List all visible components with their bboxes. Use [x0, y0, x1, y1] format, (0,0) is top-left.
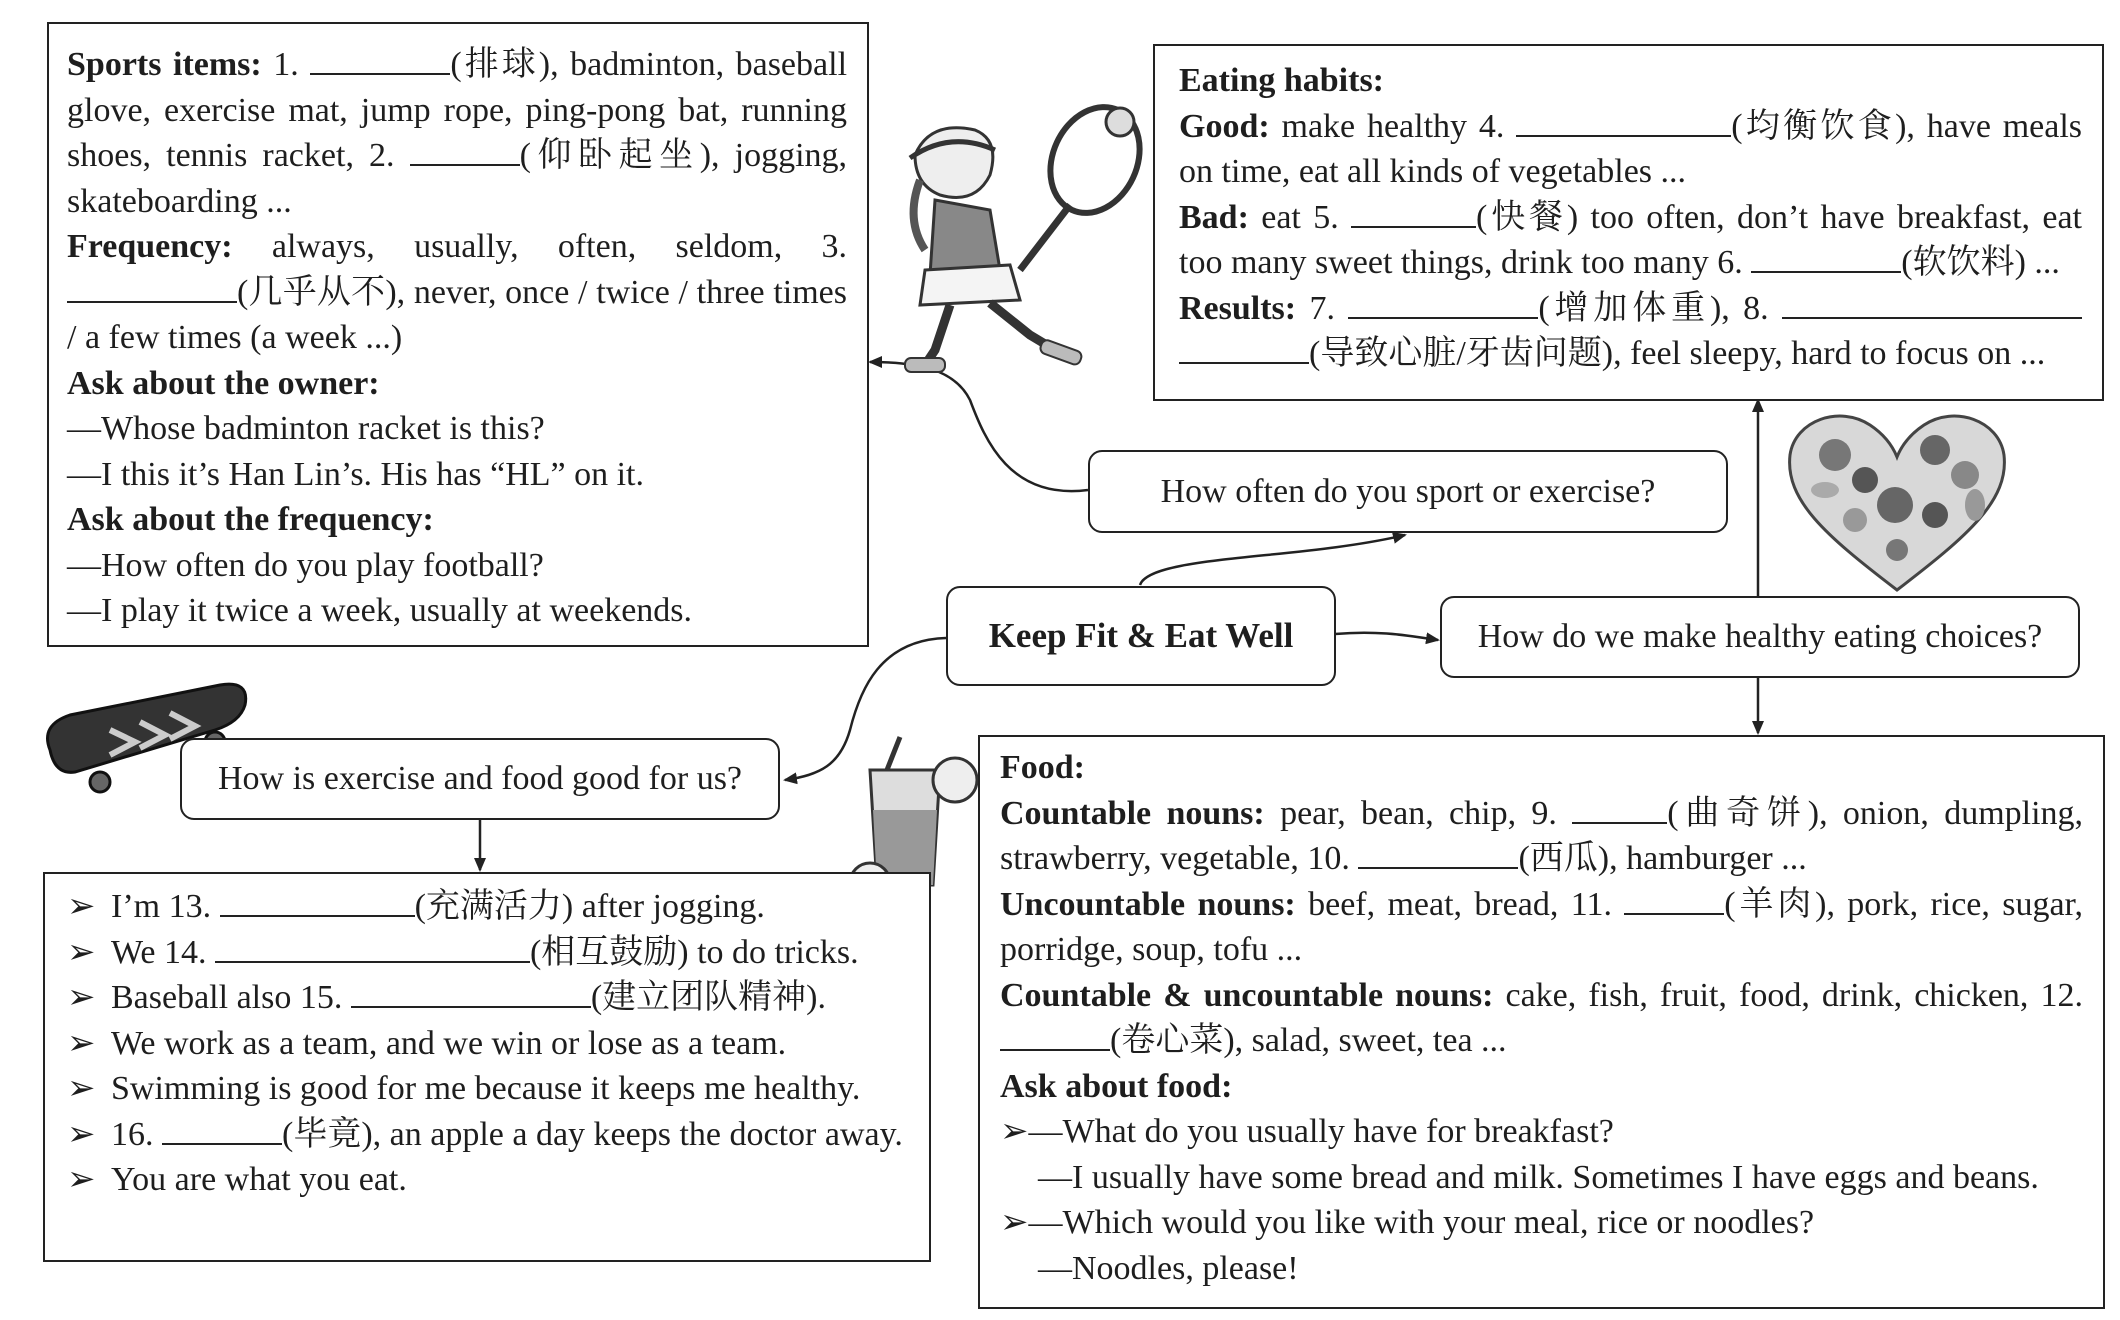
both-label: Countable & uncountable nouns:	[1000, 976, 1494, 1014]
benefit-item: ➢ We 14. (相互鼓励) to do tricks.	[67, 930, 911, 976]
food-answer-2: —Noodles, please!	[1038, 1249, 1299, 1287]
sports-box	[47, 22, 869, 647]
arrow-bullet-icon: ➢	[1000, 1113, 1029, 1150]
good-question-text: How is exercise and food good for us?	[217, 760, 743, 797]
arrow-bullet-icon: ➢	[67, 979, 96, 1016]
owner-question: —Whose badminton racket is this?	[67, 410, 545, 447]
blank-14[interactable]	[215, 935, 530, 963]
center-topic-text: Keep Fit & Eat Well	[988, 616, 1294, 655]
food-title: Food:	[1000, 749, 1085, 786]
good-question-pill	[180, 738, 780, 820]
results: Results: 7. (增加体重), 8. (导致心脏/牙齿问题), feel sleepy, hard to focus on ...	[1179, 286, 2082, 377]
blank-10[interactable]	[1358, 841, 1518, 869]
arrow-center-to-eating	[1335, 633, 1438, 640]
blank-4[interactable]	[1516, 109, 1731, 137]
blank-13[interactable]	[220, 889, 415, 917]
eating-habits-title: Eating habits:	[1179, 62, 1384, 99]
blank-15[interactable]	[351, 980, 591, 1008]
blank-2[interactable]	[410, 138, 520, 166]
blank-6[interactable]	[1751, 245, 1901, 273]
eating-question-pill	[1440, 596, 2080, 678]
blank-1[interactable]	[310, 47, 450, 75]
results-label: Results:	[1179, 289, 1297, 327]
benefit-item: ➢ You are what you eat.	[67, 1157, 911, 1203]
tennis-girl-illustration	[880, 100, 1150, 380]
blank-8-continued[interactable]	[1179, 336, 1309, 364]
blank-3[interactable]	[67, 275, 237, 303]
frequency-question-label: Ask about the frequency:	[67, 501, 434, 538]
arrow-bullet-icon: ➢	[67, 1161, 96, 1198]
arrow-sport-to-box	[870, 362, 1088, 491]
arrow-bullet-icon: ➢	[67, 1070, 96, 1107]
arrow-bullet-icon: ➢	[1000, 1204, 1029, 1241]
blank-16[interactable]	[162, 1117, 282, 1145]
good-label: Good:	[1179, 107, 1270, 145]
food-answer-1: —I usually have some bread and milk. Sometimes I have eggs and beans.	[1038, 1158, 2039, 1196]
uncountable-nouns: Uncountable nouns: beef, meat, bread, 11. (羊肉), pork, rice, sugar, porridge, soup, tofu ...	[1000, 885, 2084, 968]
frequency: Frequency: always, usually, often, seldom, 3. (几乎从不), never, once / twice / three times / a few times (a week ...)	[67, 228, 848, 356]
arrow-bullet-icon: ➢	[67, 1115, 96, 1153]
food-question-1: ➢—What do you usually have for breakfast?	[1000, 1113, 1614, 1150]
vegetable-heart-illustration	[1785, 405, 2010, 595]
blank-11[interactable]	[1624, 887, 1724, 915]
arrow-bullet-icon: ➢	[67, 888, 96, 925]
frequency-label: Frequency:	[67, 228, 233, 265]
blank-7[interactable]	[1348, 291, 1538, 319]
blank-9[interactable]	[1572, 796, 1667, 824]
benefit-item: ➢ We work as a team, and we win or lose as a team.	[67, 1021, 911, 1067]
arrow-bullet-icon: ➢	[67, 933, 96, 971]
owner-label: Ask about the owner:	[67, 364, 380, 402]
frequency-question: —How often do you play football?	[67, 546, 544, 584]
sports-items-label: Sports items:	[67, 46, 262, 83]
frequency-answer: —I play it twice a week, usually at weekends.	[67, 592, 693, 629]
food-box	[978, 735, 2105, 1309]
benefit-item: ➢ Baseball also 15. (建立团队精神).	[67, 975, 911, 1021]
blank-12[interactable]	[1000, 1023, 1110, 1051]
uncountable-label: Uncountable nouns:	[1000, 885, 1296, 923]
both-nouns: Countable & uncountable nouns: cake, fish, fruit, food, drink, chicken, 12. (卷心菜), salad, sweet, tea ...	[1000, 976, 2083, 1059]
benefit-item: ➢ I’m 13. (充满活力) after jogging.	[67, 884, 911, 930]
sport-question-pill	[1088, 450, 1728, 533]
countable-label: Countable nouns:	[1000, 794, 1265, 832]
sports-items: Sports items: 1. (排球), badminton, baseball glove, exercise mat, jump rope, ping-pong bat, running shoes, tennis racket, 2. (仰卧起坐), jogging, skateboarding ...	[67, 46, 848, 220]
blank-5[interactable]	[1351, 200, 1476, 228]
eating-question-text: How do we make healthy eating choices?	[1477, 618, 2043, 655]
center-topic	[946, 586, 1336, 686]
arrow-bullet-icon: ➢	[67, 1024, 96, 1062]
blank-8[interactable]	[1782, 291, 2082, 319]
bad-label: Bad:	[1179, 198, 1249, 236]
benefits-box	[43, 872, 931, 1262]
benefit-item: ➢ Swimming is good for me because it keeps me healthy.	[67, 1066, 911, 1112]
eating-habits-box	[1153, 44, 2104, 401]
ask-food-label: Ask about food:	[1000, 1067, 1233, 1105]
arrow-center-to-sport	[1140, 535, 1405, 585]
benefit-item: ➢ 16. (毕竟), an apple a day keeps the doctor away.	[67, 1112, 911, 1158]
bad-habits: Bad: eat 5. (快餐) too often, don’t have breakfast, eat too many sweet things, drink too many 6. (软饮料) ...	[1179, 198, 2082, 281]
owner-answer: —I this it’s Han Lin’s. His has “HL” on it.	[67, 455, 645, 493]
good-habits: Good: make healthy 4. (均衡饮食), have meals on time, eat all kinds of vegetables ...	[1179, 107, 2083, 190]
countable-nouns: Countable nouns: pear, bean, chip, 9. (曲奇饼), onion, dumpling, strawberry, vegetable, 10. (西瓜), hamburger ...	[1000, 794, 2084, 877]
food-question-2: ➢—Which would you like with your meal, rice or noodles?	[1000, 1204, 1815, 1241]
sport-question-text: How often do you sport or exercise?	[1160, 472, 1656, 510]
